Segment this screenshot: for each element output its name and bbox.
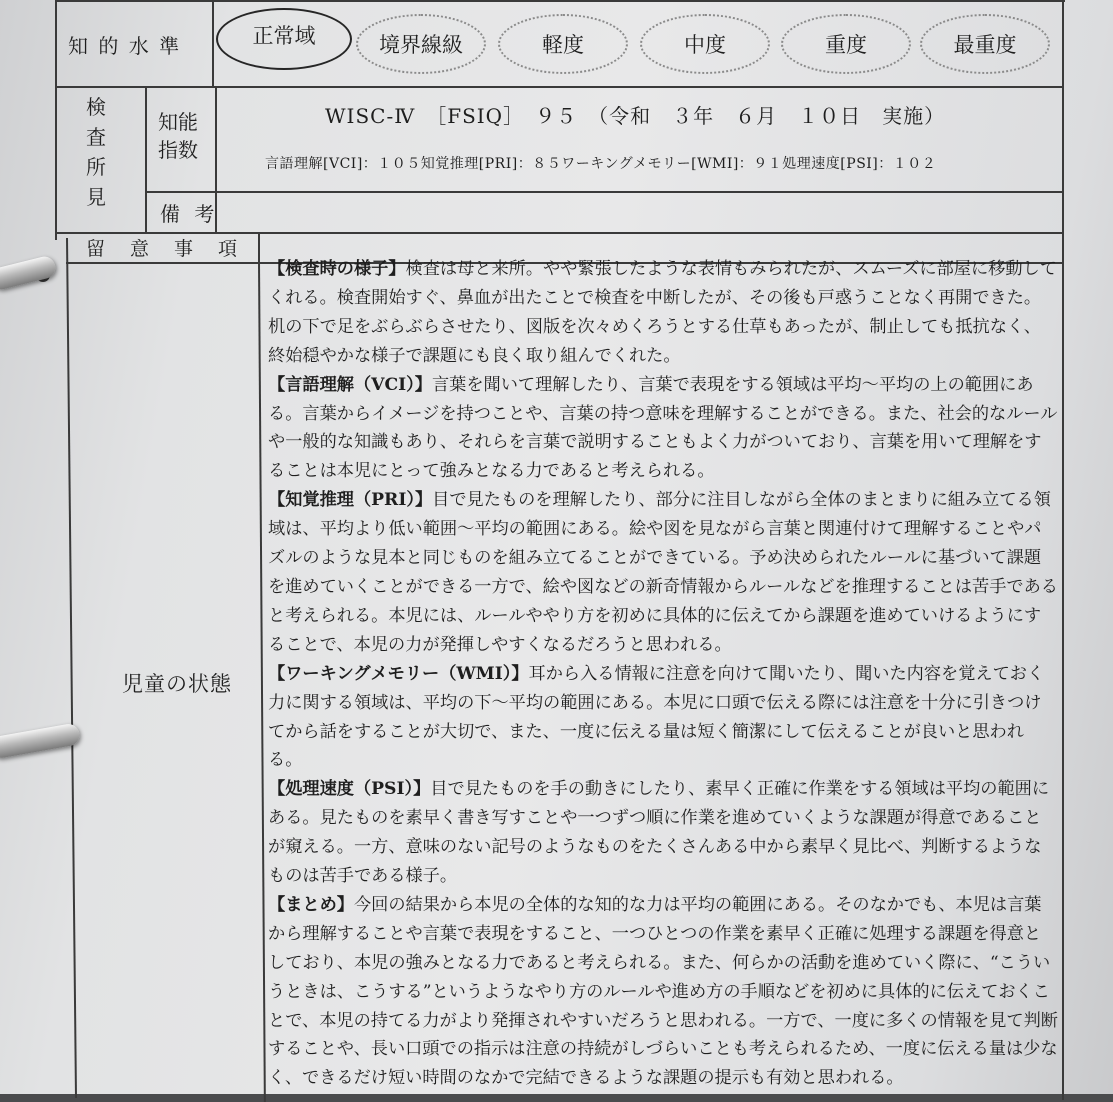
table-border-right xyxy=(1062,0,1064,1100)
level-option-label: 最重度 xyxy=(953,33,1017,57)
iq-label xyxy=(158,108,198,164)
table-border-left-lower xyxy=(66,238,77,1098)
col-divider-notes xyxy=(258,232,260,264)
paragraph-text: 耳から入る情報に注意を向けて聞いたり、聞いた内容を覚えておく力に関する領域は、平均の下～平均の範囲にある。本児に口頭で伝える際には注意を十分に引きつけてから話をすることが大切で、また、一度に伝える量は短く簡潔にして伝えることが良いと思われる。 xyxy=(268,663,1045,771)
level-option-borderline[interactable] xyxy=(356,14,486,74)
paragraph-text: 検査は母と来所。やや緊張したような表情もみられたが、スムーズに部屋に移動してくれる。検査開始すぐ、鼻血が出たことで検査を中断したが、その後も戸惑うことなく再開できた。机の下で足をぶらぶらさせたり、図版を次々めくろうとする仕草もあったが、制止しても抵抗なく、終始穏やかな様子で課題にも良く取り組んでくれた。 xyxy=(268,259,1057,366)
iq-label-line: 知能 xyxy=(158,110,198,134)
col-divider-child xyxy=(258,262,266,1102)
paragraph-heading: 【処理速度（PSI）】 xyxy=(268,779,431,800)
paragraph-heading: 【検査時の様子】 xyxy=(268,259,406,279)
level-option-profound[interactable] xyxy=(920,14,1050,74)
test-findings-label xyxy=(86,92,106,212)
observation-paragraph xyxy=(268,775,1058,891)
paragraph-text: 今回の結果から本児の全体的な知的な力は平均の範囲にある。そのなかでも、本児は言葉から理解することや言葉で表現をすること、一つひとつの作業を素早く正確に処理する課題を得意としており、本児の強みとなる力であると考えられる。また、何らかの活動を進めていく際に、“こういうときは、こうする”というようなやり方のルールや進め方の手順などを初めに具体的に伝えておくことで、本児の持てる力がより発揮されやすいだろうと思われる。一方で、一度に多くの情報を見て判断することや、長い口頭での指示は注意の持続がしづらいことも考えられるため、一度に伝える量は少なく、できるだけ短い時間のなかで完結できるような課題の提示も有効と思われる。 xyxy=(268,894,1058,1089)
level-option-moderate[interactable] xyxy=(640,14,770,74)
paragraph-text: 目で見たものを手の動きにしたり、素早く正確に作業をする領域は平均の範囲にある。見たものを素早く書き写すことや一つずつ順に作業を進めていくような課題が得意であることが窺える。一方、意味のない記号のようなものをたくさんある中から素早く見比べ、判断するようなものは苦手である様子。 xyxy=(268,779,1050,887)
intellectual-level-label: 知 的 水 準 xyxy=(68,34,182,58)
paragraph-text: 目で見たものを理解したり、部分に注目しながら全体のまとまりに組み立てる領域は、平均より低い範囲～平均の範囲にある。絵や図を見ながら言葉と関連付けて理解することやパズルのような見本と同じものを組み立てることができている。予め決められたルールに基づいて課題を進めていくことができる一方で、絵や図などの新奇情報からルールなどを推理することは苦手であると考えられる。本児には、ルールややり方を初めに具体的に伝えてから課題を進めていけるようにすることで、本児の力が発揮しやすくなるだろうと思われる。 xyxy=(268,490,1058,655)
level-option-mild[interactable] xyxy=(498,14,628,74)
level-option-label: 重度 xyxy=(825,33,867,57)
observation-paragraph xyxy=(268,486,1058,659)
observation-text xyxy=(268,255,1058,1093)
observation-paragraph xyxy=(268,371,1058,487)
row-divider-1 xyxy=(55,86,1063,88)
iq-label-line: 指数 xyxy=(158,138,198,162)
level-option-label: 境界線級 xyxy=(379,33,463,57)
observation-paragraph xyxy=(268,891,1058,1093)
level-option-severe[interactable] xyxy=(781,14,911,74)
observation-paragraph xyxy=(268,255,1058,371)
paragraph-text: 言葉を聞いて理解したり、言葉で表現をする領域は平均～平均の上の範囲にある。言葉からイメージを持つことや、言葉の持つ意味を理解することができる。また、社会的なルールや一般的な知識もあり、それらを言葉で説明することもよく力がついており、言葉を用いて理解をすることは本児にとって強みとなる力であると考えられる。 xyxy=(268,374,1058,482)
paragraph-heading: 【ワーキングメモリー（WMI）】 xyxy=(268,663,529,684)
level-option-label: 軽度 xyxy=(542,33,584,57)
table-border-top xyxy=(55,0,1065,2)
table-border-left xyxy=(55,0,57,240)
test-findings-char: 検 xyxy=(86,95,106,119)
test-findings-char: 所 xyxy=(86,155,106,179)
level-option-label: 正常域 xyxy=(252,24,316,48)
col-divider-label xyxy=(212,0,214,88)
level-option-label: 中度 xyxy=(684,33,726,57)
wisc-fsiq-line: WISC-Ⅳ ［FSIQ］ ９５ （令和 ３年 ６月 １０日 実施） xyxy=(325,104,946,128)
paragraph-heading: 【知覚推理（PRI）】 xyxy=(268,490,433,511)
notes-label: 留 意 事 項 xyxy=(86,238,241,260)
child-state-label: 児童の状態 xyxy=(122,672,232,696)
index-scores-line: 言語理解[VCI]：１０５知覚推理[PRI]：８５ワーキングメモリー[WMI]：９１処理速度[PSI]：１０２ xyxy=(265,156,937,172)
test-findings-char: 査 xyxy=(86,125,106,149)
paragraph-heading: 【言語理解（VCI）】 xyxy=(268,374,432,395)
paragraph-heading: 【まとめ】 xyxy=(268,894,354,915)
remarks-label: 備 考 xyxy=(160,202,219,226)
test-findings-char: 見 xyxy=(86,185,106,209)
observation-paragraph xyxy=(268,660,1058,776)
col-divider-findings xyxy=(145,86,147,234)
row-divider-2 xyxy=(145,191,1063,193)
level-option-normal[interactable] xyxy=(216,8,352,70)
